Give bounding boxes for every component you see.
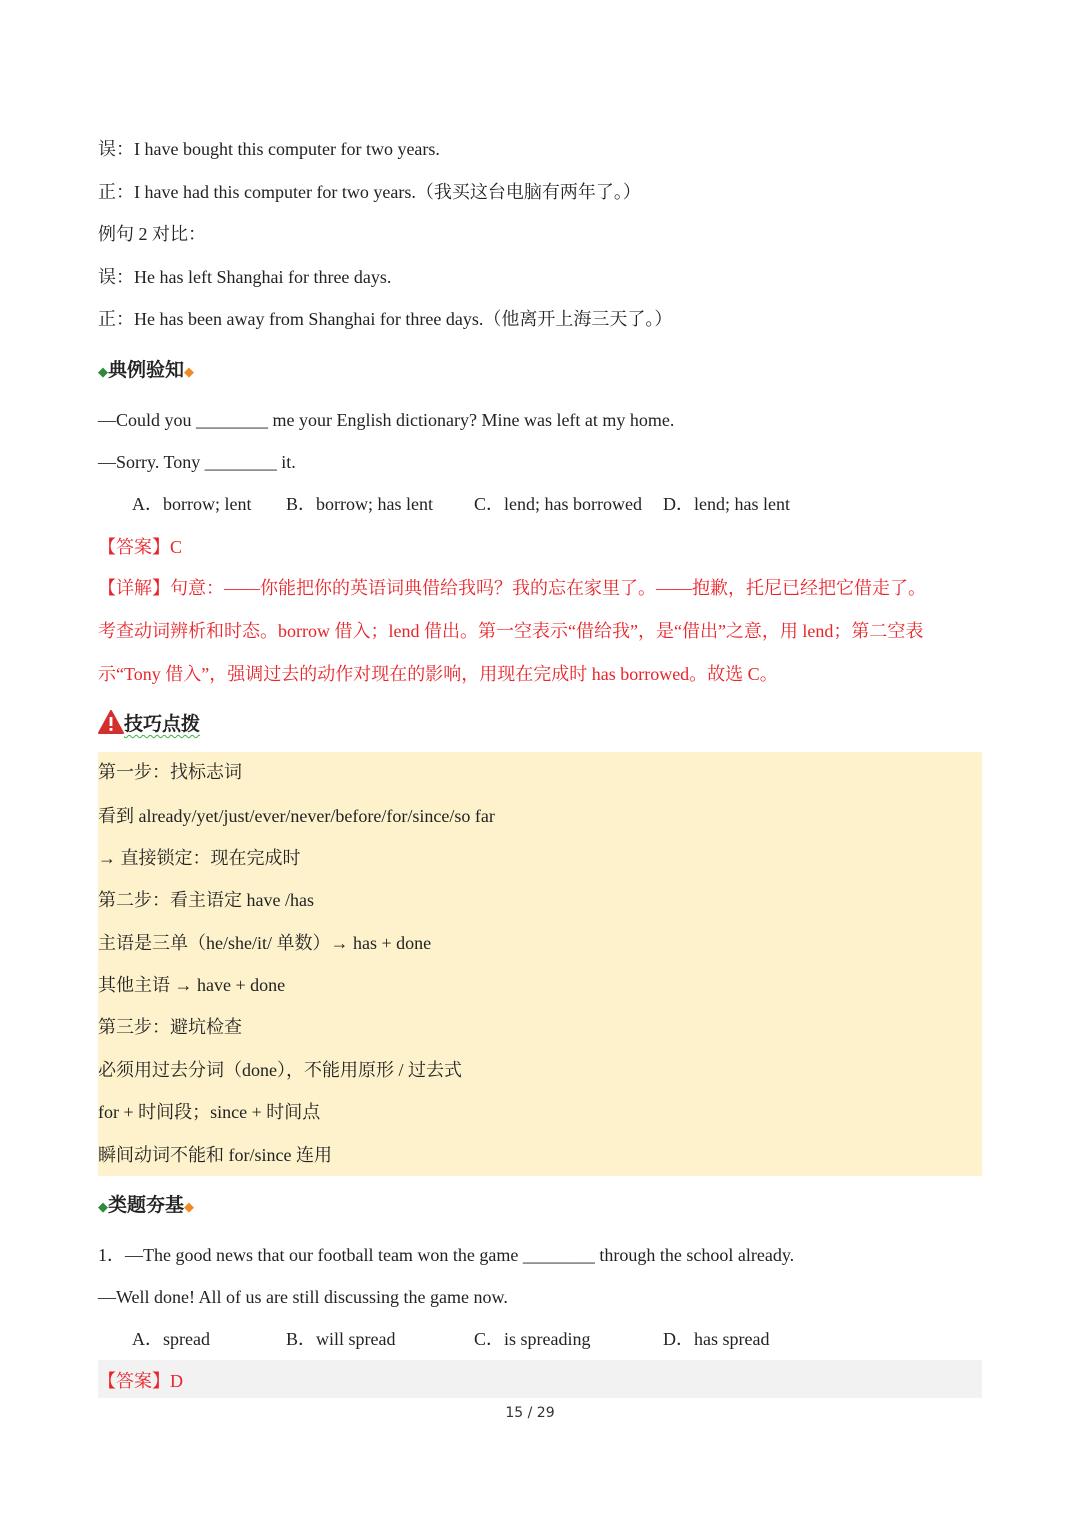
tip-line-10: 瞬间动词不能和 for/since 连用: [98, 1145, 332, 1165]
diamond-green-icon: ◆: [98, 365, 108, 380]
question1-line1: —Could you ________ me your English dictionary? Mine was left at my home.: [98, 410, 675, 430]
question2-answer: 【答案】D: [98, 1371, 183, 1391]
section-heading-examples: [98, 357, 194, 386]
tip-line-1: 第一步：找标志词: [98, 762, 242, 782]
question1-line2: —Sorry. Tony ________ it.: [98, 452, 296, 472]
tip-line-4: 第二步：看主语定 have /has: [98, 890, 314, 910]
tip-line-9: for + 时间段；since + 时间点: [98, 1102, 321, 1122]
option-d: D．has spread: [663, 1329, 770, 1349]
tip-line-6: 其他主语 → have + done: [98, 975, 286, 995]
example2-wrong: 误：He has left Shanghai for three days.: [98, 267, 392, 287]
option-a: A．borrow; lent: [132, 494, 252, 514]
question2-line2: —Well done! All of us are still discussing the game now.: [98, 1287, 508, 1307]
question2-line1: 1．—The good news that our football team won the game ________ through the school already.: [98, 1245, 795, 1265]
tip-line-7: 第三步：避坑检查: [98, 1017, 242, 1037]
contrast1-wrong: 误：I have bought this computer for two years.: [98, 139, 440, 159]
question1-detail-2: 考查动词辨析和时态。borrow 借入；lend 借出。第一空表示“借给我”，是“借出”之意，用 lend；第二空表: [98, 621, 924, 641]
tip-line-5: 主语是三单（he/she/it/ 单数）→ has + done: [98, 933, 432, 953]
question1-detail-3: 示“Tony 借入”，强调过去的动作对现在的影响，用现在完成时 has borrowed。故选 C。: [98, 664, 778, 684]
answer-bar: [98, 1360, 982, 1398]
example2-right: 正：He has been away from Shanghai for three days.（他离开上海三天了。）: [98, 309, 673, 329]
section-title: 典例验知: [108, 359, 185, 381]
section-heading-practice: [98, 1192, 194, 1221]
option-c: C．is spreading: [474, 1329, 591, 1349]
option-b: B．will spread: [286, 1329, 396, 1349]
section-title: 技巧点拨: [124, 713, 201, 735]
question1-answer: 【答案】C: [98, 537, 183, 557]
diamond-green-icon: ◆: [98, 1200, 108, 1215]
contrast1-right: 正：I have had this computer for two years.（我买这台电脑有两年了。）: [98, 182, 641, 202]
example2-title: 例句 2 对比：: [98, 224, 206, 244]
option-b: B．borrow; has lent: [286, 494, 433, 514]
diamond-orange-icon: ◆: [184, 365, 195, 380]
option-c: C．lend; has borrowed: [474, 494, 642, 514]
tip-line-3: → 直接锁定：现在完成时: [98, 848, 301, 868]
tip-line-8: 必须用过去分词（done），不能用原形 / 过去式: [98, 1060, 462, 1080]
section-title: 类题夯基: [108, 1194, 185, 1216]
warning-icon: [98, 710, 124, 741]
option-d: D．lend; has lent: [663, 494, 790, 514]
page-number: 15 / 29: [505, 1405, 555, 1421]
question1-detail-1: 【详解】句意：——你能把你的英语词典借给我吗？我的忘在家里了。——抱歉，托尼已经把它借走了。: [98, 578, 926, 598]
diamond-orange-icon: ◆: [184, 1200, 195, 1215]
section-heading-tips: [98, 710, 200, 741]
option-a: A．spread: [132, 1329, 210, 1349]
tip-line-2: 看到 already/yet/just/ever/never/before/for/since/so far: [98, 806, 495, 826]
